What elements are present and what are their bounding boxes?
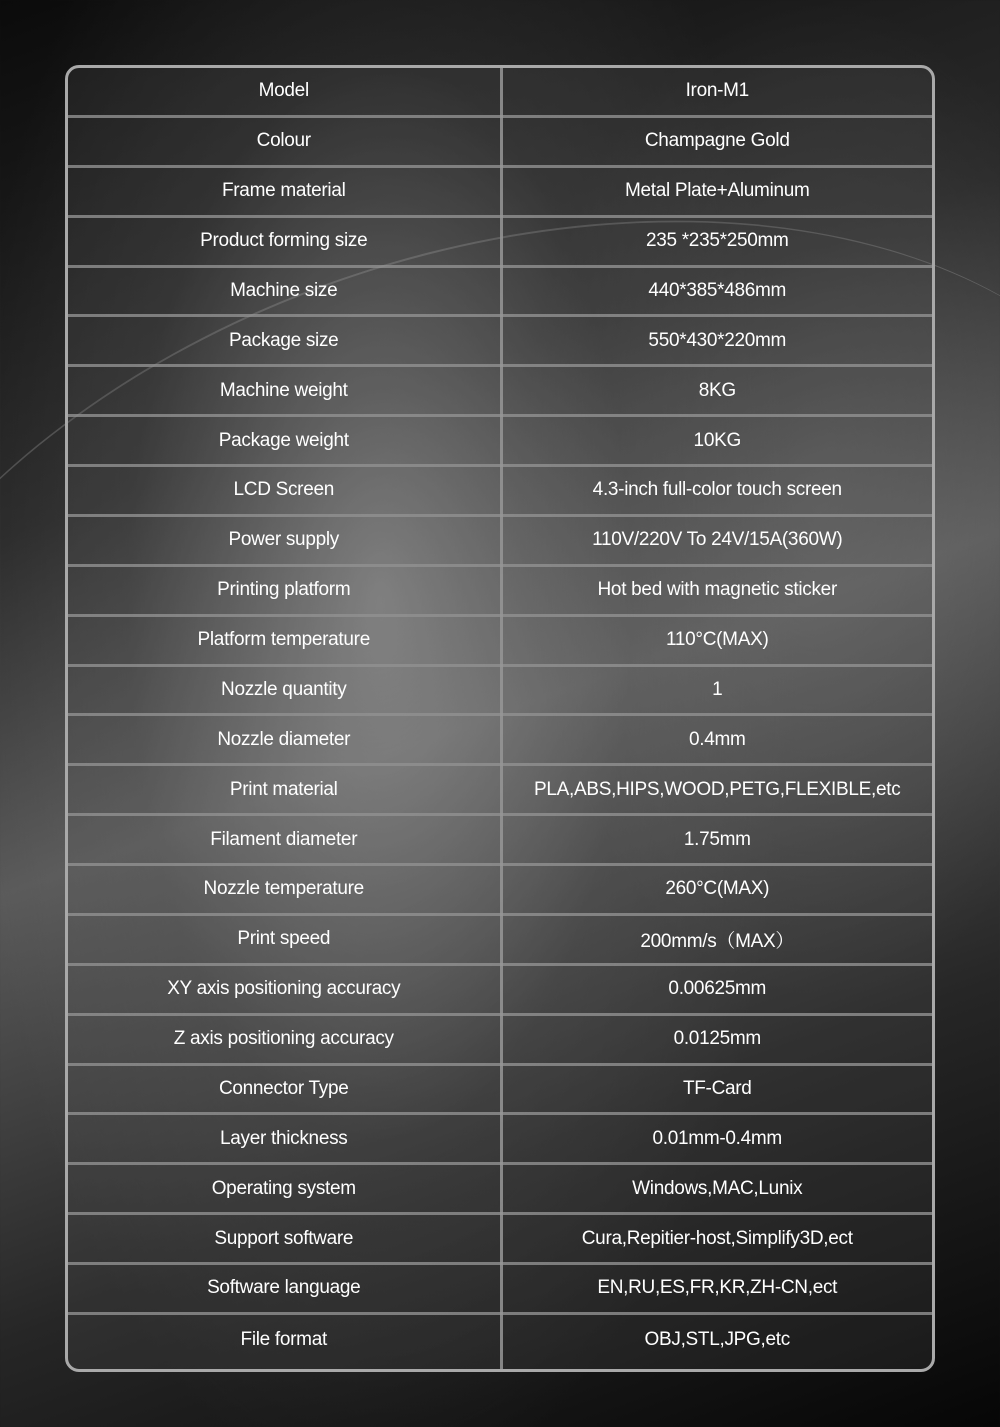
spec-label: Machine weight <box>219 379 348 401</box>
spec-value: Cura,Repitier-host,Simplify3D,ect <box>581 1227 853 1249</box>
spec-value: 550*430*220mm <box>648 329 787 351</box>
spec-label: Platform temperature <box>197 629 370 651</box>
spec-label: LCD Screen <box>233 479 334 501</box>
spec-value: 1 <box>712 678 723 700</box>
spec-value: Windows,MAC,Lunix <box>632 1177 803 1199</box>
spec-label: Nozzle temperature <box>203 878 364 900</box>
spec-label: Machine size <box>230 279 338 301</box>
spec-value: PLA,ABS,HIPS,WOOD,PETG,FLEXIBLE,etc <box>534 778 901 800</box>
spec-label: Colour <box>256 130 311 152</box>
spec-value: 200mm/s（MAX） <box>640 930 795 952</box>
spec-value: 10KG <box>693 429 741 451</box>
spec-value: OBJ,STL,JPG,etc <box>644 1328 790 1350</box>
spec-label: Z axis positioning accuracy <box>173 1028 394 1050</box>
spec-label: Nozzle quantity <box>221 678 347 700</box>
spec-label: File format <box>240 1328 327 1350</box>
spec-label: Print speed <box>237 928 331 950</box>
spec-value: Champagne Gold <box>644 130 790 152</box>
spec-label: Power supply <box>228 529 339 551</box>
spec-value: 110°C(MAX) <box>666 629 769 651</box>
spec-label: Package size <box>229 329 339 351</box>
spec-value: 235 *235*250mm <box>645 230 789 252</box>
spec-value: 0.00625mm <box>668 978 767 1000</box>
spec-value: 0.01mm-0.4mm <box>652 1127 782 1149</box>
spec-label: Layer thickness <box>219 1127 348 1149</box>
spec-label: Print material <box>229 778 338 800</box>
spec-value: Iron-M1 <box>685 80 749 102</box>
spec-label: Frame material <box>221 180 346 202</box>
spec-value: 0.0125mm <box>673 1028 761 1050</box>
spec-value: 8KG <box>698 379 736 401</box>
spec-value: EN,RU,ES,FR,KR,ZH-CN,ect <box>597 1277 838 1299</box>
spec-label: Connector Type <box>218 1077 349 1099</box>
spec-value: TF-Card <box>682 1077 752 1099</box>
spec-label: Printing platform <box>217 579 351 601</box>
spec-value: 4.3-inch full-color touch screen <box>592 479 842 501</box>
spec-label: Product forming size <box>200 230 368 252</box>
spec-value: Hot bed with magnetic sticker <box>597 579 837 601</box>
spec-table <box>65 65 935 1372</box>
spec-label: Package weight <box>218 429 349 451</box>
spec-label: Model <box>258 80 309 102</box>
spec-label: Support software <box>214 1227 354 1249</box>
spec-value: 1.75mm <box>683 828 751 850</box>
spec-value: 110V/220V To 24V/15A(360W) <box>592 529 843 551</box>
spec-value: Metal Plate+Aluminum <box>624 180 810 202</box>
column-divider <box>500 68 503 1369</box>
spec-value: 0.4mm <box>688 728 746 750</box>
spec-value: 440*385*486mm <box>648 279 787 301</box>
spec-label: Operating system <box>211 1177 356 1199</box>
spec-label: Software language <box>207 1277 361 1299</box>
spec-label: Nozzle diameter <box>217 728 351 750</box>
spec-value: 260°C(MAX) <box>665 878 770 900</box>
spec-label: XY axis positioning accuracy <box>167 978 401 1000</box>
spec-label: Filament diameter <box>210 828 358 850</box>
